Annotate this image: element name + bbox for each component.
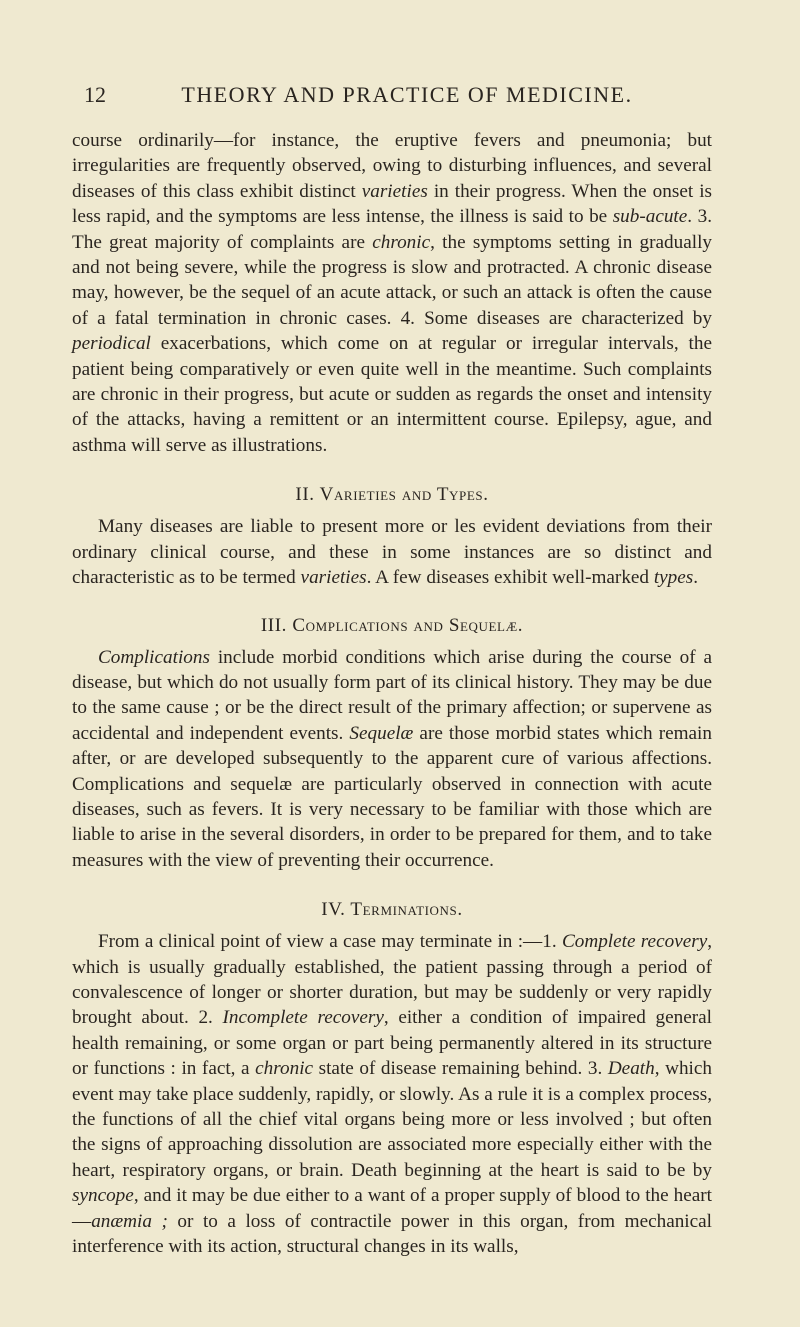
page-number: 12 <box>84 82 106 107</box>
paragraph-complications-and-sequelae: Complications include morbid conditions which arise during the course of a disease, but which do not usually form part of its clinical history. They may be due to the same cause ; or be the direct result of the primary affection; or supervene as accidental and independent events. Sequelæ are those morbid states which remain after, or are developed subsequently to the apparent cure of various affections. Complications and sequelæ are particularly observed in connection with acute diseases, such as fevers. It is very necessary to be familiar with those which are liable to arise in the several disorders, in order to be prepared for them, and to take measures with the view of preventing their occurrence. <box>72 646 712 871</box>
body-text <box>72 128 712 1259</box>
paragraph-terminations: From a clinical point of view a case may terminate in :—1. Complete recovery, which is usually gradually established, the patient passing through a period of convalescence of longer or shorter duration, but may be suddenly or very rapidly brought about. 2. Incomplete recovery, either a condition of impaired general health remaining, or some organ or part being permanently altered in its structure or functions : in fact, a chronic state of disease remaining behind. 3. Death, which event may take place suddenly, rapidly, or slowly. As a rule it is a complex process, the functions of all the chief vital organs being more or less involved ; but often the signs of approaching dissolution are associated more especially either with the heart, respiratory organs, or brain. Death beginning at the heart is said to be by syncope, and it may be due either to a want of a proper supply of blood to the heart—anæmia ; or to a loss of contractile power in this organ, from mechanical interference with its action, structural changes in its walls, <box>72 931 713 1258</box>
section-heading-terminations: IV. Terminations. <box>321 899 463 921</box>
section-heading-complications-and-sequelae: III. Complications and Sequelæ. <box>260 614 524 636</box>
running-head <box>72 82 712 112</box>
paragraph-acute-chronic-periodical: course ordinarily—for instance, the eruptive fevers and pneumonia; but irregularities are frequently observed, owing to disturbing influences, and several diseases of this class exhibit distinct varieties in their progress. When the onset is less rapid, and the symptoms are less intense, the illness is said to be sub-acute. 3. The great majority of complaints are chronic, the symptoms setting in gradually and not being severe, while the progress is slow and protracted. A chronic disease may, however, be the sequel of an acute attack, or such an attack is often the cause of a fatal termination in chronic cases. 4. Some diseases are characterized by periodical exacerbations, which come on at regular or irregular intervals, the patient being comparatively or even quite well in the meantime. Such complaints are chronic in their progress, but acute or sudden as regards the onset and intensity of the attacks, having a remittent or an intermittent course. Epilepsy, ague, and asthma will serve as illustrations. <box>72 130 712 456</box>
section-heading-varieties-and-types: II. Varieties and Types. <box>295 484 489 506</box>
running-title: THEORY AND PRACTICE OF MEDICINE. <box>181 82 633 107</box>
paragraph-varieties-and-types: Many diseases are liable to present more or les evident deviations from their ordinary clinical course, and these in some instances are so distinct and characteristic as to be termed varieties. A few diseases exhibit well-marked types. <box>72 516 712 589</box>
